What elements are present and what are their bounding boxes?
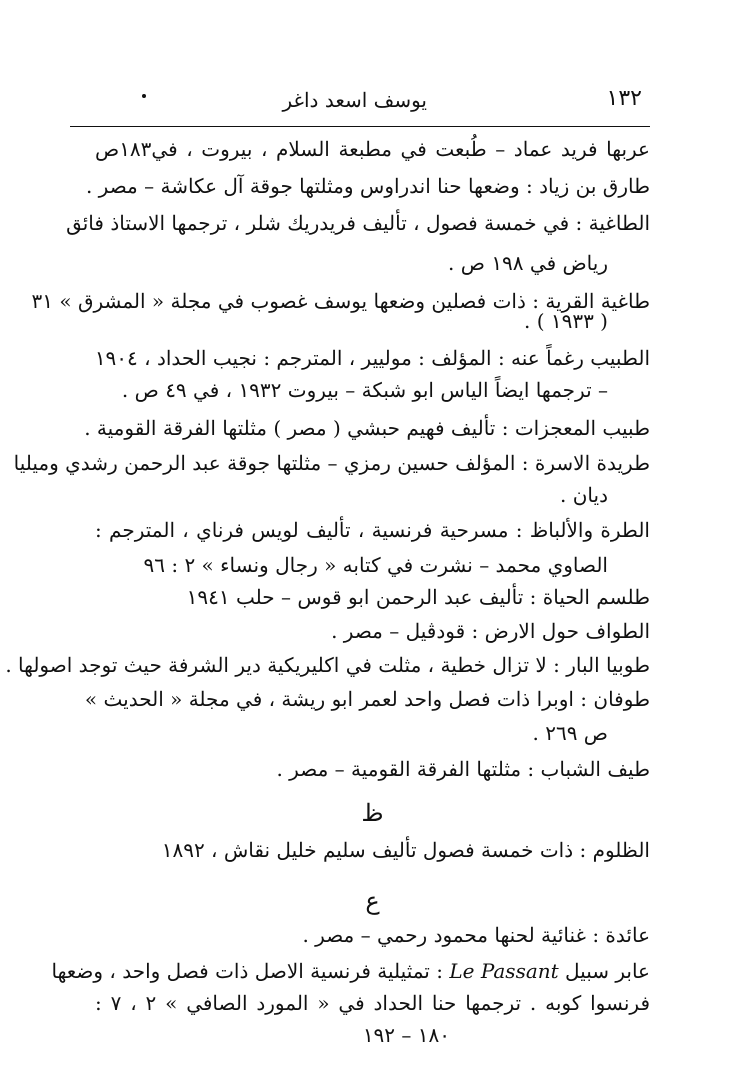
- text-line: طبيب المعجزات : تأليف فهيم حبشي ( مصر ) مثلتها الفرقة القومية .: [84, 416, 650, 440]
- text-line: – ترجمها ايضاً الياس ابو شبكة – بيروت ١٩٣٢ ، في ٤٩ ص .: [121, 378, 608, 402]
- text-line: طيف الشباب : مثلتها الفرقة القومية – مصر .: [276, 757, 650, 781]
- text-line: الصاوي محمد – نشرت في كتابه « رجال ونساء » ٢ : ٩٦: [143, 553, 608, 577]
- running-head: يوسف اسعد داغر: [282, 88, 427, 112]
- text-line: طريدة الاسرة : المؤلف حسين رمزي – مثلتها جوقة عبد الرحمن رشدي وميليا: [13, 451, 650, 475]
- section-letter: ظ: [361, 799, 384, 827]
- text-line: الطرة والألباظ : مسرحية فرنسية ، تأليف لويس فرناي ، المترجم :: [95, 518, 650, 542]
- text-line: عربها فريد عماد – طُبعت في مطبعة السلام ، بيروت ، في١٨٣ص: [95, 137, 650, 161]
- text-line: ديان .: [560, 483, 608, 507]
- header-rule: [70, 126, 650, 127]
- text-line: عائدة : غنائية لحنها محمود رحمي – مصر .: [302, 923, 650, 947]
- text-line: ص ٢٦٩ .: [532, 721, 608, 745]
- text-line: الظلوم : ذات خمسة فصول تأليف سليم خليل نقاش ، ١٨٩٢: [161, 838, 650, 862]
- text-line: طارق بن زياد : وضعها حنا اندراوس ومثلتها جوقة آل عكاشة – مصر .: [85, 174, 650, 198]
- text-line: ١٨٠ – ١٩٢: [362, 1023, 450, 1047]
- section-letter: ع: [365, 887, 380, 915]
- text-line: ( ١٩٣٣ ) .: [523, 309, 608, 333]
- page-number: ١٣٢: [606, 86, 642, 111]
- header-dot: [142, 94, 146, 98]
- latin-title: Le Passant: [449, 959, 559, 983]
- text-line: الطبيب رغماً عنه : المؤلف : موليير ، المترجم : نجيب الحداد ، ١٩٠٤: [94, 346, 650, 370]
- text-line: طوفان : اوبرا ذات فصل واحد لعمر ابو ريشة ، في مجلة « الحديث »: [84, 687, 650, 711]
- text-line: طلسم الحياة : تأليف عبد الرحمن ابو قوس – حلب ١٩٤١: [186, 585, 650, 609]
- text-line: الطاغية : في خمسة فصول ، تأليف فريدريك شلر ، ترجمها الاستاذ فائق: [66, 211, 650, 235]
- text-line: الطواف حول الارض : قودڤيل – مصر .: [331, 619, 650, 643]
- text-line: طوبيا البار : لا تزال خطية ، مثلت في اكليريكية دير الشرفة حيث توجد اصولها .: [5, 653, 650, 677]
- text-line: فرنسوا كوبه . ترجمها حنا الحداد في « المورد الصافي » ٢ ، ٧ :: [95, 991, 651, 1015]
- entry-title: عابر سبيل: [565, 959, 650, 983]
- text-line: رياض في ١٩٨ ص .: [448, 251, 608, 275]
- text-line: طاغية القرية : ذات فصلين وضعها يوسف غصوب في مجلة « المشرق » ٣١: [31, 289, 650, 313]
- text-line: [51, 956, 650, 986]
- entry-text: : تمثيلية فرنسية الاصل ذات فصل واحد ، وضعها: [51, 959, 443, 983]
- page-header: [70, 84, 642, 124]
